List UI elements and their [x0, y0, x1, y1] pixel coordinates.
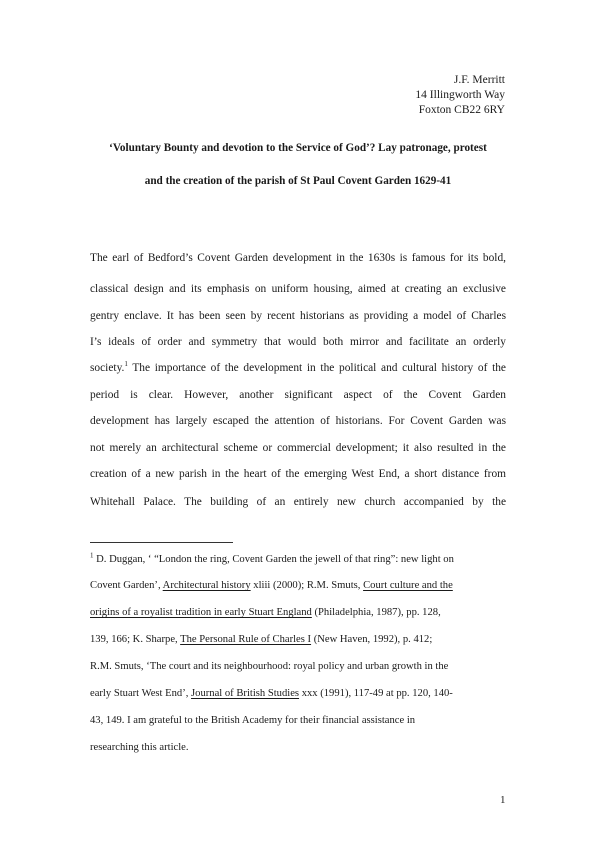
footnote-title: The Personal Rule of Charles I: [180, 634, 312, 645]
body-line: Whitehall Palace. The building of an entirely new church accompanied by the: [90, 496, 506, 508]
body-line: The earl of Bedford’s Covent Garden development in the 1630s is famous for its bold,: [90, 252, 506, 264]
footnote-text-segment: xxx (1991), 117-49 at pp. 120, 140-: [299, 688, 453, 699]
footnote-reference[interactable]: 1: [124, 360, 128, 369]
body-line: period is clear. However, another significant aspect of the Covent Garden: [90, 389, 506, 401]
body-line: gentry enclave. It has been seen by recent historians as providing a model of Charles: [90, 310, 506, 322]
address-street: 14 Illingworth Way: [415, 89, 505, 101]
footnote-line: R.M. Smuts, ‘The court and its neighbourhood: royal policy and urban growth in the: [90, 661, 449, 672]
footnote-line: 43, 149. I am grateful to the British Academy for their financial assistance in: [90, 715, 416, 726]
footnote-text-segment: 139, 166; K. Sharpe,: [90, 634, 181, 645]
address-town: Foxton CB22 6RY: [418, 104, 505, 116]
footnote-text-segment: (Philadelphia, 1987), pp. 128,: [311, 607, 441, 618]
footnote-text-segment: (New Haven, 1992), p. 412;: [311, 634, 433, 645]
footnote-line: [90, 579, 506, 593]
author-name: J.F. Merritt: [453, 74, 505, 86]
footnote-title: origins of a royalist tradition in early Stuart England: [90, 607, 312, 618]
page-number: 1: [500, 794, 506, 806]
footnote-title: Journal of British Studies: [191, 688, 300, 699]
footnote-line: [90, 553, 506, 567]
body-line: classical design and its emphasis on uniform housing, aimed at creating an exclusive: [90, 283, 506, 295]
footnote-text-segment: D. Duggan, ‘ “London the ring, Covent Garden the jewell of that ring”: new light on: [93, 554, 454, 565]
footnote-mark: 1: [90, 551, 94, 560]
footnote-text-segment: early Stuart West End’,: [90, 688, 192, 699]
body-line: development has largely escaped the attention of historians. For Covent Garden was: [90, 415, 506, 427]
body-text-segment: society.: [90, 362, 125, 374]
footnote-text-segment: Covent Garden’,: [90, 580, 163, 591]
body-line: I’s ideals of order and symmetry that would both mirror and facilitate an orderly: [90, 336, 506, 348]
footnote-title: Court culture and the: [363, 580, 453, 591]
footnote-line: [90, 633, 506, 647]
author-address: [415, 73, 505, 118]
footnote-separator: [90, 542, 233, 543]
body-text-segment: The importance of the development in the political and cultural history of the: [127, 362, 506, 374]
body-line: creation of a new parish in the heart of the emerging West End, a short distance from: [90, 468, 506, 480]
body-line: [90, 361, 506, 376]
body-line: not merely an architectural scheme or commercial development; it also resulted in the: [90, 442, 506, 454]
footnote-text-segment: xliii (2000); R.M. Smuts,: [250, 580, 364, 591]
footnote-line: researching this article.: [90, 742, 189, 753]
footnote-line: [90, 606, 506, 620]
article-title-line-2: and the creation of the parish of St Paul Covent Garden 1629-41: [144, 175, 452, 187]
footnote-line: [90, 687, 506, 701]
footnote-title: Architectural history: [162, 580, 251, 591]
article-title-line-1: ‘Voluntary Bounty and devotion to the Service of God’? Lay patronage, protest: [109, 142, 487, 154]
